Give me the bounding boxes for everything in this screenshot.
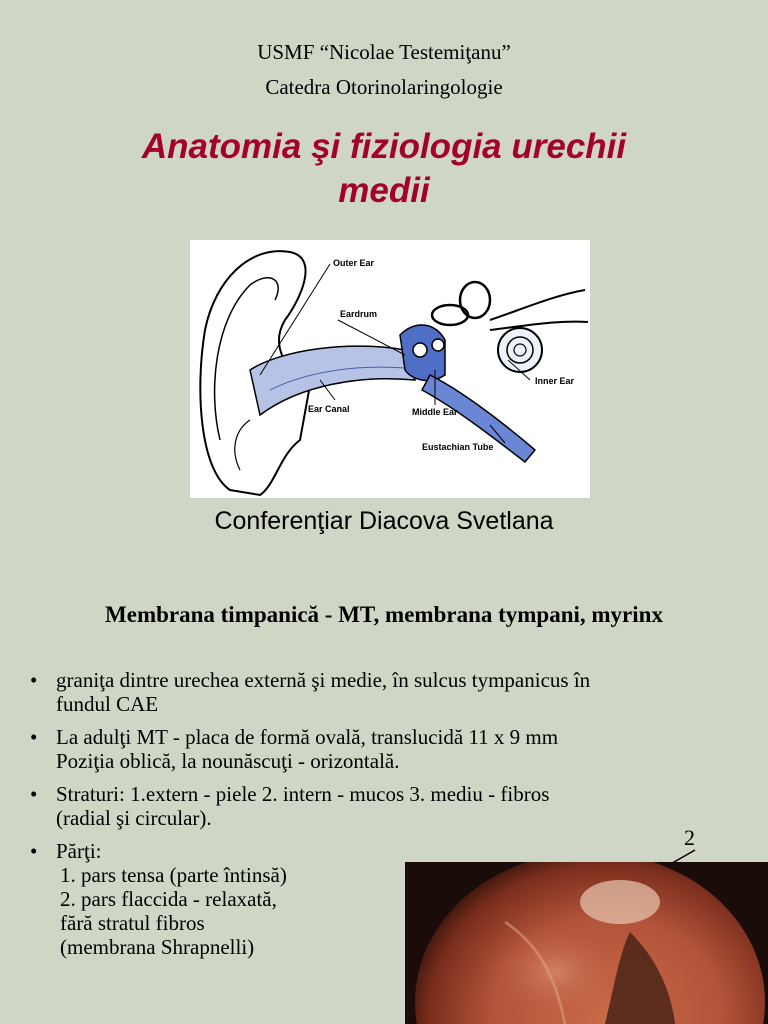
tympanic-membrane-photo [405, 862, 768, 1024]
bullet-line: 1. pars tensa (parte întinsă) [60, 863, 287, 887]
author-name: Conferenţiar Diacova Svetlana [214, 507, 554, 535]
slide-title [40, 125, 728, 213]
bullet-line: fără stratul fibros [60, 911, 205, 935]
bullet-line: Poziţia oblică, la nounăscuţi - orizontală. [56, 749, 400, 773]
label-eustachian-tube: Eustachian Tube [422, 442, 494, 452]
figure-number: 2 [684, 825, 695, 850]
bullet-line: (radial şi circular). [56, 806, 212, 830]
bullet-line: graniţa dintre urechea externă şi medie, în sulcus tympanicus în [56, 668, 591, 692]
bullet-line: 2. pars flaccida - relaxată, [60, 887, 277, 911]
bullet-marker: • [30, 668, 38, 692]
label-ear-canal: Ear Canal [308, 404, 350, 414]
department-name: Catedra Otorinolaringologie [265, 75, 503, 99]
bullet-marker: • [30, 839, 38, 863]
slide-two [0, 580, 768, 1024]
label-eardrum: Eardrum [340, 309, 378, 319]
label-middle-ear: Middle Ear [412, 407, 458, 417]
bullet-line: fundul CAE [56, 692, 159, 716]
university-name: USMF “Nicolae Testemiţanu” [257, 40, 511, 64]
bullet-item [30, 782, 750, 830]
bullet-item [30, 725, 750, 773]
bullet-line: Straturi: 1.extern - piele 2. intern - mucos 3. mediu - fibros [56, 782, 550, 806]
slide-two-title: Membrana timpanică - MT, membrana tympani, myrinx [105, 602, 663, 627]
bullet-item [30, 668, 750, 716]
bullet-line: Părţi: [56, 839, 102, 863]
bullet-marker: • [30, 782, 38, 806]
title-line-1: Anatomia şi fiziologia urechii [141, 127, 627, 166]
bullet-marker: • [30, 725, 38, 749]
title-line-2: medii [338, 171, 430, 210]
label-outer-ear: Outer Ear [333, 258, 375, 268]
bullet-line: (membrana Shrapnelli) [60, 935, 255, 959]
bullet-line: La adulţi MT - placa de formă ovală, translucidă 11 x 9 mm [56, 725, 559, 749]
label-inner-ear: Inner Ear [535, 376, 575, 386]
ear-anatomy-diagram [190, 240, 590, 498]
